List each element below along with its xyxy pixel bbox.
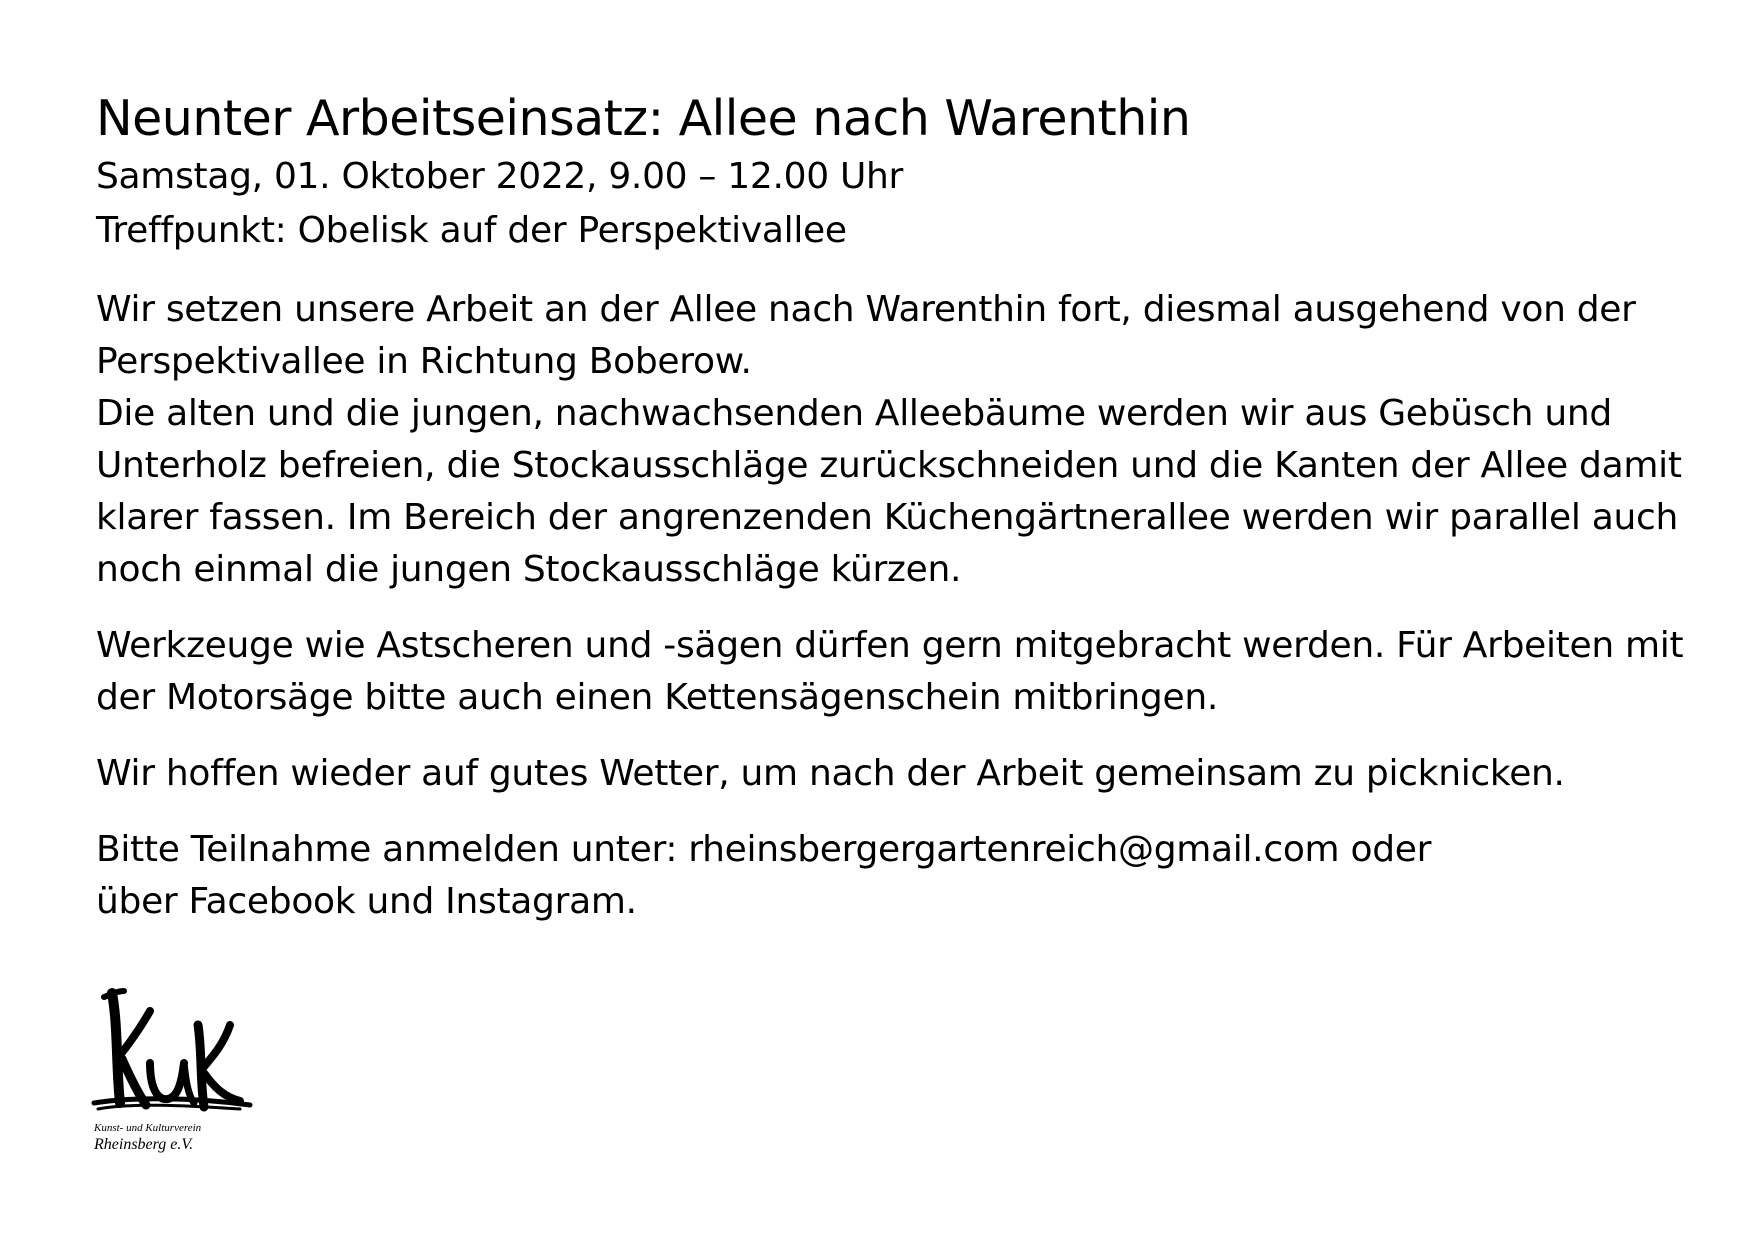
logo-line2: Rheinsberg e.V. xyxy=(94,1136,194,1153)
kuk-logo xyxy=(90,985,270,1155)
text-line: noch einmal die jungen Stockausschläge kürzen. xyxy=(96,549,962,590)
text-line: klarer fassen. Im Bereich der angrenzenden Küchengärtnerallee werden wir parallel auch xyxy=(96,497,1679,538)
date-line: Samstag, 01. Oktober 2022, 9.00 – 12.00 Uhr xyxy=(96,156,904,197)
paragraph-description xyxy=(96,284,1696,596)
paragraph-weather xyxy=(96,748,1696,800)
meeting-point: Treffpunkt: Obelisk auf der Perspektivallee xyxy=(96,210,847,251)
flyer-content xyxy=(96,88,1696,928)
text-line: Wir hoffen wieder auf gutes Wetter, um nach der Arbeit gemeinsam zu picknicken. xyxy=(96,753,1565,794)
text-line: der Motorsäge bitte auch einen Kettensägenschein mitbringen. xyxy=(96,677,1218,718)
text-line: Werkzeuge wie Astscheren und -sägen dürfen gern mitgebracht werden. Für Arbeiten mit xyxy=(96,625,1684,666)
registration-suffix: oder xyxy=(1339,829,1432,870)
paragraph-registration xyxy=(96,824,1696,928)
registration-prefix: Bitte Teilnahme anmelden unter: xyxy=(96,829,689,870)
text-line: Wir setzen unsere Arbeit an der Allee nach Warenthin fort, diesmal ausgehend von der xyxy=(96,289,1636,330)
paragraph-tools xyxy=(96,620,1696,724)
logo-line1: Kunst- und Kulturverein xyxy=(94,1122,202,1134)
email-link[interactable]: rheinsbergergartenreich@gmail.com xyxy=(688,829,1340,870)
text-line: Die alten und die jungen, nachwachsenden Alleebäume werden wir aus Gebüsch und xyxy=(96,393,1612,434)
page-title: Neunter Arbeitseinsatz: Allee nach Warenthin xyxy=(96,90,1191,147)
text-line xyxy=(96,824,1696,876)
text-line: Perspektivallee in Richtung Boberow. xyxy=(96,341,752,382)
text-line: über Facebook und Instagram. xyxy=(96,881,637,922)
kuk-logo-mark xyxy=(90,985,270,1155)
text-line: Unterholz befreien, die Stockausschläge zurückschneiden und die Kanten der Allee damit xyxy=(96,445,1682,486)
